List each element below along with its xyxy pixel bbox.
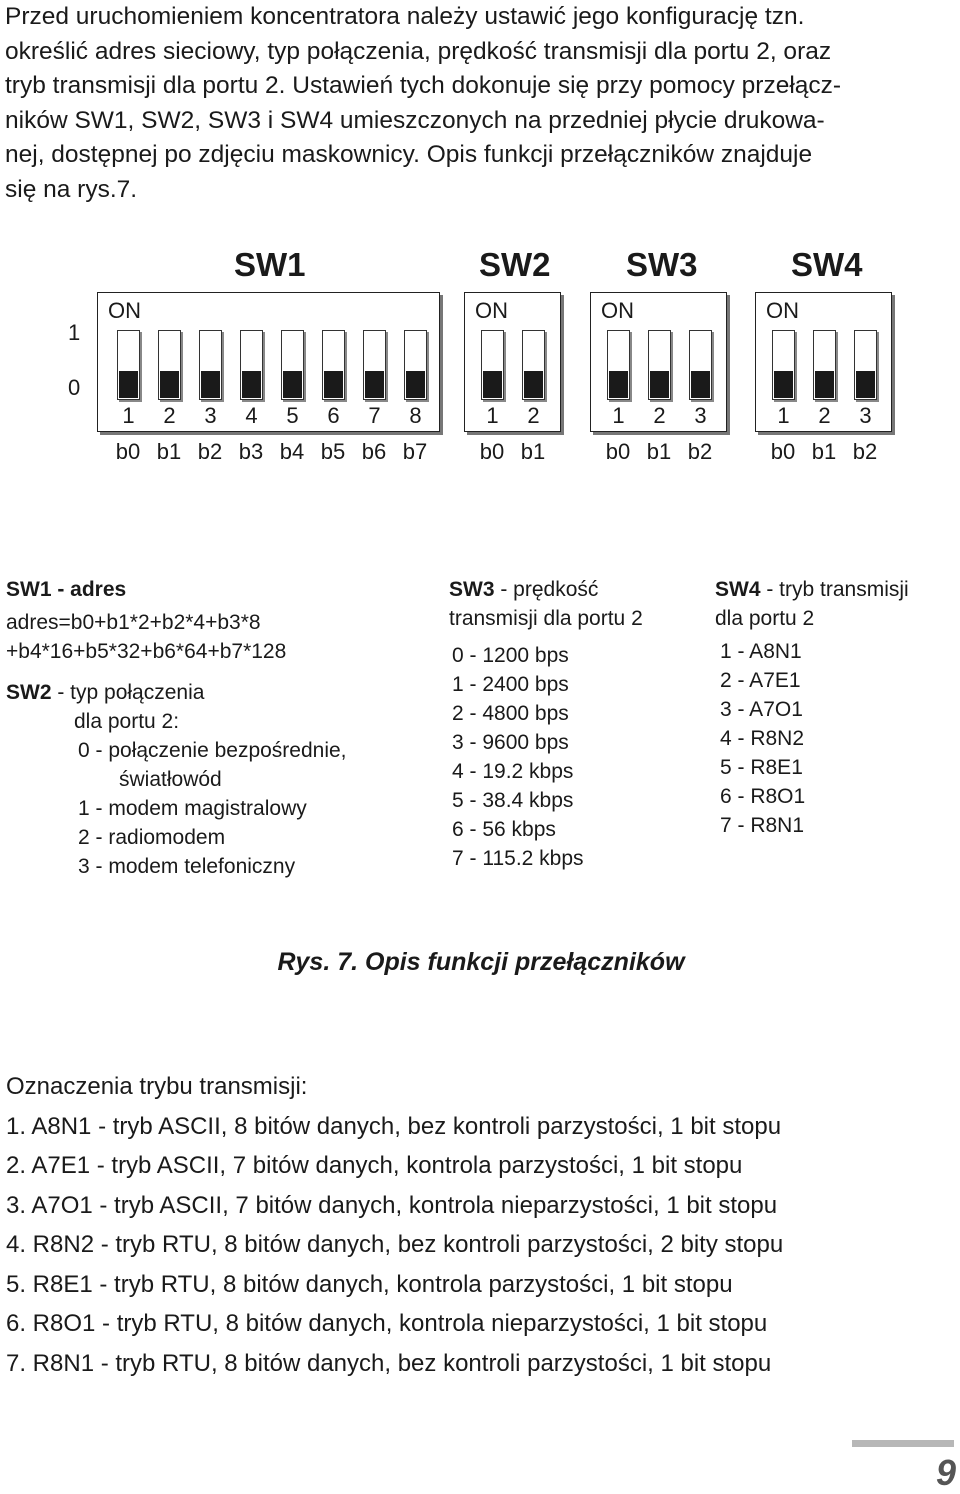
- bit-label: b3: [238, 439, 264, 464]
- dip-switch-diagram: [0, 240, 960, 480]
- switch-number: 4: [245, 403, 258, 428]
- sw3-legend-label: SW3: [449, 578, 495, 601]
- sw4-legend-item: 5 - R8E1: [720, 756, 803, 779]
- sw2-legend-item: 2 - radiomodem: [78, 826, 226, 849]
- dip-lever-1: [607, 330, 630, 400]
- switch-number: 1: [777, 403, 790, 428]
- row-label-on: 1: [68, 320, 81, 345]
- dip-lever-2: [158, 330, 181, 400]
- intro-line: nej, dostępnej po zdjęciu maskownicy. Opis funkcji przełączników znajduje: [5, 141, 813, 168]
- sw1-formula-line: +b4*16+b5*32+b6*64+b7*128: [6, 640, 287, 663]
- dip-switch-sw1: [97, 292, 440, 432]
- switch-number: 3: [694, 403, 707, 428]
- mode-item: 7. R8N1 - tryb RTU, 8 bitów danych, bez kontroli parzystości, 1 bit stopu: [6, 1349, 772, 1377]
- dip-lever-knob: [365, 371, 384, 398]
- bit-label: b0: [479, 439, 505, 464]
- dip-switch-sw3: [590, 292, 727, 432]
- mode-item: 4. R8N2 - tryb RTU, 8 bitów danych, bez kontroli parzystości, 2 bity stopu: [6, 1231, 784, 1258]
- page-number-bar: [852, 1440, 954, 1447]
- dip-lever-knob: [242, 371, 261, 398]
- switch-number: 2: [653, 403, 666, 428]
- sw2-legend-title: - typ połączenia: [51, 681, 205, 704]
- dip-lever-6: [322, 330, 345, 400]
- sw4-legend-item: 4 - R8N2: [720, 727, 805, 750]
- switch-number: 7: [368, 403, 381, 428]
- sw1-formula-line: adres=b0+b1*2+b2*4+b3*8: [6, 611, 261, 634]
- dip-lever-1: [481, 330, 504, 400]
- dip-lever-2: [813, 330, 836, 400]
- intro-paragraph: [5, 0, 955, 207]
- switch-number: 1: [612, 403, 625, 428]
- switch-number: 6: [327, 403, 340, 428]
- dip-lever-2: [522, 330, 545, 400]
- dip-lever-knob: [283, 371, 302, 398]
- bit-label: b1: [646, 439, 672, 464]
- switch-number: 1: [486, 403, 499, 428]
- sw4-legend-title: - tryb transmisji: [760, 578, 909, 601]
- sw4-title: SW4: [791, 246, 863, 283]
- modes-heading: Oznaczenia trybu transmisji:: [6, 1073, 308, 1100]
- dip-lever-knob: [856, 371, 875, 398]
- sw3-legend-item: 2 - 4800 bps: [452, 702, 569, 725]
- dip-lever-knob: [524, 371, 543, 398]
- dip-lever-7: [363, 330, 386, 400]
- bit-label: b4: [279, 439, 305, 464]
- sw1-legend-title: SW1 - adres: [6, 578, 127, 601]
- sw3-legend-title: - prędkość: [494, 578, 599, 601]
- sw4-legend-item: 7 - R8N1: [720, 814, 805, 837]
- sw3-legend-item: 5 - 38.4 kbps: [452, 789, 574, 812]
- dip-lever-knob: [160, 371, 179, 398]
- intro-line: tryb transmisji dla portu 2. Ustawień tych dokonuje się przy pomocy przełącz-: [5, 72, 842, 99]
- mode-item: 3. A7O1 - tryb ASCII, 7 bitów danych, kontrola nieparzystości, 1 bit stopu: [6, 1191, 778, 1219]
- on-label: ON: [108, 298, 141, 323]
- switch-number: 1: [122, 403, 135, 428]
- dip-lever-knob: [774, 371, 793, 398]
- bit-label: b1: [811, 439, 837, 464]
- dip-lever-knob: [815, 371, 834, 398]
- dip-lever-5: [281, 330, 304, 400]
- dip-lever-8: [404, 330, 427, 400]
- mode-item: 1. A8N1 - tryb ASCII, 8 bitów danych, bez kontroli parzystości, 1 bit stopu: [6, 1112, 782, 1140]
- dip-switch-sw2: [464, 292, 561, 432]
- sw3-title: SW3: [626, 246, 698, 283]
- dip-lever-knob: [650, 371, 669, 398]
- switch-number: 2: [527, 403, 540, 428]
- bit-label: b6: [361, 439, 387, 464]
- sw4-legend-item: 3 - A7O1: [720, 698, 803, 721]
- sw2-title: SW2: [479, 246, 551, 283]
- dip-lever-3: [854, 330, 877, 400]
- sw3-legend-item: 6 - 56 kbps: [452, 818, 556, 841]
- sw2-legend-item: 1 - modem magistralowy: [78, 797, 307, 820]
- switch-number: 3: [859, 403, 872, 428]
- sw4-legend-subtitle: dla portu 2: [715, 607, 815, 630]
- on-label: ON: [766, 298, 799, 323]
- figure-caption-text: Rys. 7. Opis funkcji przełączników: [277, 948, 685, 976]
- bit-label: b0: [605, 439, 631, 464]
- switch-number: 3: [204, 403, 217, 428]
- sw3-legend-item: 1 - 2400 bps: [452, 673, 569, 696]
- page-number: 9: [935, 1452, 956, 1493]
- bit-label: b1: [156, 439, 182, 464]
- sw4-legend-item: 1 - A8N1: [720, 640, 802, 663]
- dip-lever-knob: [324, 371, 343, 398]
- switch-number: 2: [818, 403, 831, 428]
- sw2-legend-item: 3 - modem telefoniczny: [78, 855, 296, 878]
- bit-label: b2: [197, 439, 223, 464]
- intro-line: Przed uruchomieniem koncentratora należy ustawić jego konfigurację tzn.: [5, 3, 805, 30]
- on-label: ON: [475, 298, 508, 323]
- intro-line: się na rys.7.: [5, 175, 138, 203]
- sw3-legend-item: 3 - 9600 bps: [452, 731, 569, 754]
- bit-label: b1: [520, 439, 546, 464]
- sw3-legend-item: 4 - 19.2 kbps: [452, 760, 574, 783]
- dip-lever-2: [648, 330, 671, 400]
- row-label-off: 0: [68, 375, 81, 400]
- dip-lever-knob: [119, 371, 138, 398]
- bit-label: b7: [402, 439, 428, 464]
- mode-item: 5. R8E1 - tryb RTU, 8 bitów danych, kontrola parzystości, 1 bit stopu: [6, 1270, 733, 1298]
- sw2-legend-item: światłowód: [119, 768, 222, 791]
- on-label: ON: [601, 298, 634, 323]
- switch-number: 8: [409, 403, 422, 428]
- sw4-legend-item: 6 - R8O1: [720, 785, 806, 808]
- bit-label: b0: [770, 439, 796, 464]
- legend-sw3: [449, 575, 643, 873]
- legend-sw1-sw2: [6, 575, 347, 881]
- dip-lever-knob: [201, 371, 220, 398]
- bit-label: b2: [687, 439, 713, 464]
- sw2-legend-label: SW2: [6, 681, 52, 704]
- figure-caption: [0, 948, 960, 977]
- bit-label: b5: [320, 439, 346, 464]
- intro-line: określić adres sieciowy, typ połączenia, prędkość transmisji dla portu 2, oraz: [5, 37, 832, 65]
- bit-label: b0: [115, 439, 141, 464]
- intro-line: ników SW1, SW2, SW3 i SW4 umieszczonych na przedniej płycie drukowa-: [5, 106, 825, 134]
- switch-number: 5: [286, 403, 299, 428]
- dip-lever-knob: [483, 371, 502, 398]
- sw3-legend-item: 7 - 115.2 kbps: [452, 847, 584, 870]
- bit-label: b2: [852, 439, 878, 464]
- dip-lever-3: [199, 330, 222, 400]
- switch-number: 2: [163, 403, 176, 428]
- legend-sw4: [715, 575, 909, 840]
- dip-lever-3: [689, 330, 712, 400]
- dip-lever-knob: [406, 371, 425, 398]
- sw2-legend-subtitle: dla portu 2:: [74, 710, 180, 733]
- dip-lever-4: [240, 330, 263, 400]
- dip-lever-1: [117, 330, 140, 400]
- mode-item: 2. A7E1 - tryb ASCII, 7 bitów danych, kontrola parzystości, 1 bit stopu: [6, 1152, 743, 1179]
- sw3-legend-item: 0 - 1200 bps: [452, 644, 569, 667]
- dip-lever-knob: [691, 371, 710, 398]
- sw4-legend-label: SW4: [715, 578, 761, 601]
- dip-lever-knob: [609, 371, 628, 398]
- sw1-title: SW1: [234, 246, 306, 283]
- sw4-legend-item: 2 - A7E1: [720, 669, 801, 692]
- mode-item: 6. R8O1 - tryb RTU, 8 bitów danych, kontrola nieparzystości, 1 bit stopu: [6, 1310, 768, 1337]
- dip-switch-sw4: [755, 292, 892, 432]
- sw2-legend-item: 0 - połączenie bezpośrednie,: [78, 739, 347, 762]
- sw3-legend-subtitle: transmisji dla portu 2: [449, 607, 643, 630]
- dip-lever-1: [772, 330, 795, 400]
- transmission-modes-list: [6, 1067, 783, 1383]
